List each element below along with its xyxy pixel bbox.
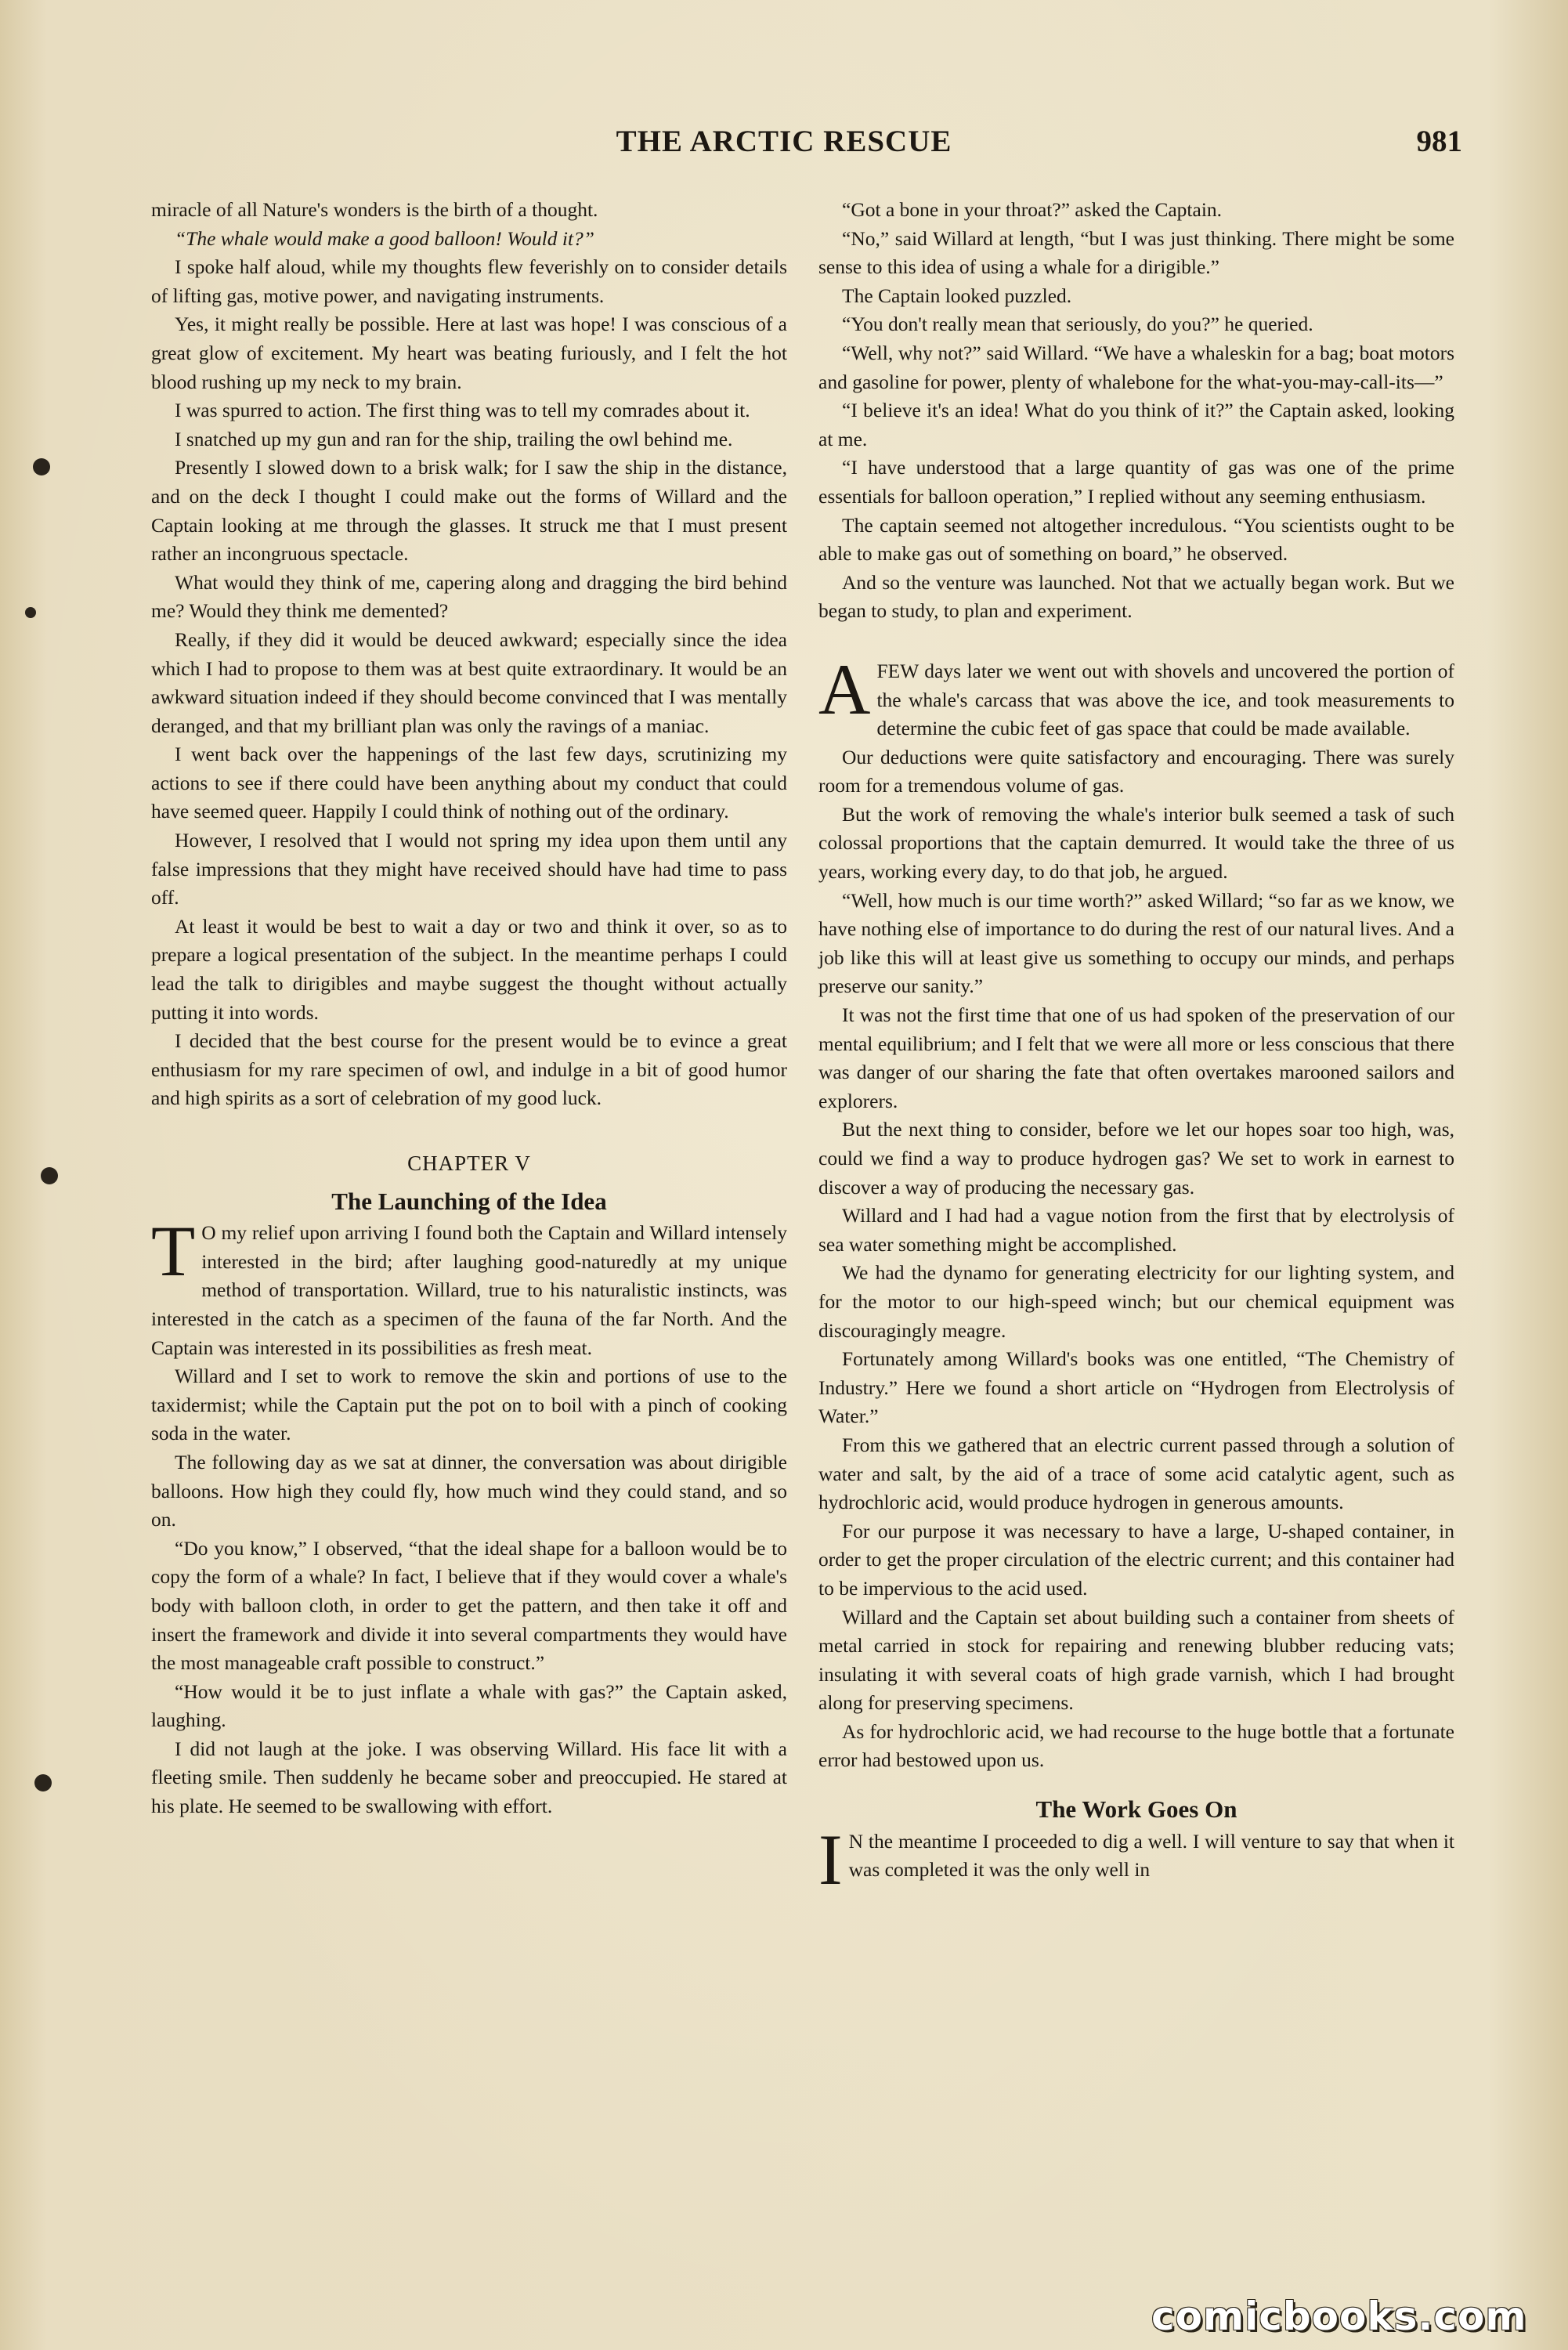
section-title: The Work Goes On [1035,1795,1237,1824]
paragraph: For our purpose it was necessary to have a large, U-shaped container, in order to get the proper circulation of the electric current; and this container had to be impervious to the acid used. [818,1519,1454,1600]
paragraph: The captain seemed not altogether incredulous. “You scientists ought to be able to make gas out of something on board,” he observed. [818,513,1454,566]
paragraph: From this we gathered that an electric current passed through a solution of water and salt, by the aid of a trace of some acid catalytic agent, such as hydrochloric acid, would produce hydrogen in generous amounts. [818,1433,1454,1514]
paragraph: As for hydrochloric acid, we had recourse to the huge bottle that a fortunate error had bestowed upon us. [818,1719,1454,1772]
paragraph: “Got a bone in your throat?” asked the Captain. [842,198,1223,221]
paragraph: We had the dynamo for generating electricity for our lighting system, and for the motor to our high-speed winch; but our chemical equipment was discouragingly meagre. [818,1261,1454,1342]
paragraph: At least it would be best to wait a day or two and think it over, so as to prepare a logical presentation of the subject. In the meantime perhaps I could lead the talk to dirigibles and maybe suggest the thought without actually putting it into words. [151,914,787,1024]
paragraph: The following day as we sat at dinner, the conversation was about dirigible balloons. How high they could fly, how much wind they could stand, and so on. [151,1450,787,1531]
paragraph: “How would it be to just inflate a whale with gas?” the Captain asked, laughing. [151,1679,787,1732]
paragraph: And so the venture was launched. Not that we actually began work. But we began to study, to plan and experiment. [818,570,1454,623]
paragraph: I went back over the happenings of the last few days, scrutinizing my actions to see if there could have been anything about my conduct that could have seemed queer. Happily I could think of nothing out of the ordinary. [151,743,787,823]
page-hole [25,607,36,618]
paragraph: I decided that the best course for the present would be to evince a great enthusiasm for my rare specimen of owl, and indulge in a bit of good humor and high spirits as a sort of celebration of my good luck. [151,1029,787,1110]
paragraph: Really, if they did it would be deuced awkward; especially since the idea which I had to propose to them was at best quite extraordinary. It would be an awkward situation indeed if they should become convinced that I was mentally deranged, and that my brilliant plan was only the ravings of a maniac. [151,627,787,737]
page-hole [41,1167,58,1184]
paragraph: “No,” said Willard at length, “but I was just thinking. There might be some sense to this idea of using a whale for a dirigible.” [818,226,1454,279]
paragraph: Fortunately among Willard's books was one entitled, “The Chemistry of Industry.” Here we found a short article on “Hydrogen from Electrolysis of Water.” [818,1347,1454,1428]
paragraph-text: O my relief upon arriving I found both the Captain and Willard intensely interested in the bird; after laughing good-naturedly at my unique method of transportation. Willard, true to his naturalistic instincts, was interested in the catch as a specimen of the fauna of the far North. And the Captain was interested in its possibilities as fresh meat. [151,1221,787,1359]
watermark-logo: comicbooks.com [1151,2294,1527,2339]
page-hole [34,1774,52,1791]
paragraph: “Well, why not?” said Willard. “We have a whaleskin for a bag; boat motors and gasoline for power, plenty of whalebone for the what-you-may-call-its—” [818,341,1454,393]
section-opening-paragraph [818,649,1454,743]
paragraph: “Well, how much is our time worth?” asked Willard; “so far as we know, we have nothing else of importance to do during the rest of our natural lives. And a job like this will at least give us something to occupy our minds, and perhaps preserve our sanity.” [818,888,1454,998]
chapter-label: CHAPTER V [407,1152,531,1175]
paragraph: What would they think of me, capering along and dragging the bird behind me? Would they think me demented? [151,570,787,623]
paragraph: “Do you know,” I observed, “that the ideal shape for a balloon would be to copy the form of a whale? In fact, I believe that if they would cover a whale's body with balloon cloth, in order to get the pattern, and then take it off and insert the framework and divide it into several compartments they would have the most manageable craft possible to construct.” [151,1536,787,1675]
paragraph: But the work of removing the whale's interior bulk seemed a task of such colossal proportions that the captain demurred. It would take the three of us years, working every day, to do that job, he argued. [818,802,1454,884]
left-column [151,196,787,1821]
page-number: 981 [1416,125,1462,158]
paragraph: I was spurred to action. The first thing was to tell my comrades about it. [175,399,750,422]
page-hole [33,458,50,475]
section-opening-paragraph [818,1819,1454,1900]
paragraph: Willard and the Captain set about building such a container from sheets of metal carried in stock for repairing and renewing blubber reducing vats; insulating it with several coats of high grade varnish, which I had brought along for preserving specimens. [818,1605,1454,1715]
paragraph: I spoke half aloud, while my thoughts flew feverishly on to consider details of lifting gas, motive power, and navigating instruments. [151,255,787,307]
paragraph: Yes, it might really be possible. Here at last was hope! I was conscious of a great glow of excitement. My heart was beating furiously, and I felt the hot blood rushing up my neck to my brain. [151,313,787,393]
paragraph: miracle of all Nature's wonders is the birth of a thought. [151,198,598,221]
right-column [818,196,1454,1900]
section-title: The Launching of the Idea [331,1187,607,1215]
paragraph: I snatched up my gun and ran for the ship, trailing the owl behind me. [175,427,733,450]
paragraph: Our deductions were quite satisfactory and encouraging. There was surely room for a tremendous volume of gas. [818,745,1454,797]
drop-cap: T [151,1211,196,1292]
drop-cap: A [818,649,871,729]
paragraph-text: FEW days later we went out with shovels and uncovered the portion of the whale's carcass that was above the ice, and took measurements to determine the cubic feet of gas space that could be made available. [876,659,1454,740]
paragraph-text: N the meantime I proceeded to dig a well. I will venture to say that when it was completed it was the only well in [848,1829,1454,1882]
paragraph: The Captain looked puzzled. [842,284,1072,307]
paragraph: I did not laugh at the joke. I was observing Willard. His face lit with a fleeting smile. Then suddenly he became sober and preoccupied. He stared at his plate. He seemed to be swallowing with effort. [151,1737,787,1818]
paragraph: However, I resolved that I would not spring my idea upon them until any false impressions that they might have received should have had time to pass off. [151,829,787,909]
paragraph: “I believe it's an idea! What do you think of it?” the Captain asked, looking at me. [818,399,1454,450]
running-header-title: THE ARCTIC RESCUE [616,125,952,158]
paragraph: “I have understood that a large quantity of gas was one of the prime essentials for balloon operation,” I replied without any seeming enthusiasm. [818,456,1454,508]
paragraph: But the next thing to consider, before we let our hopes soar too high, was, could we find a way to produce hydrogen gas? We set to work in earnest to discover a way of producing the necessary gas. [818,1118,1454,1198]
paragraph: “The whale would make a good balloon! Would it?” [175,226,594,250]
paragraph: “You don't really mean that seriously, do you?” he queried. [842,313,1313,336]
paragraph: Willard and I set to work to remove the skin and portions of use to the taxidermist; while the Captain put the pot on to boil with a pinch of cooking soda in the water. [151,1365,787,1445]
paragraph: It was not the first time that one of us had spoken of the preservation of our mental equilibrium; and I felt that we were all more or less conscious that there was danger of our sharing the fate that often overtakes marooned sailors and explorers. [818,1003,1454,1112]
paragraph: Willard and I had had a vague notion from the first that by electrolysis of sea water something might be accomplished. [818,1204,1454,1256]
paragraph: Presently I slowed down to a brisk walk; for I saw the ship in the distance, and on the deck I thought I could make out the forms of Willard and the Captain looking at me through the glasses. It struck me that I must present rather an incongruous spectacle. [151,456,787,566]
chapter-opening-paragraph [151,1211,787,1362]
drop-cap: I [818,1819,843,1900]
